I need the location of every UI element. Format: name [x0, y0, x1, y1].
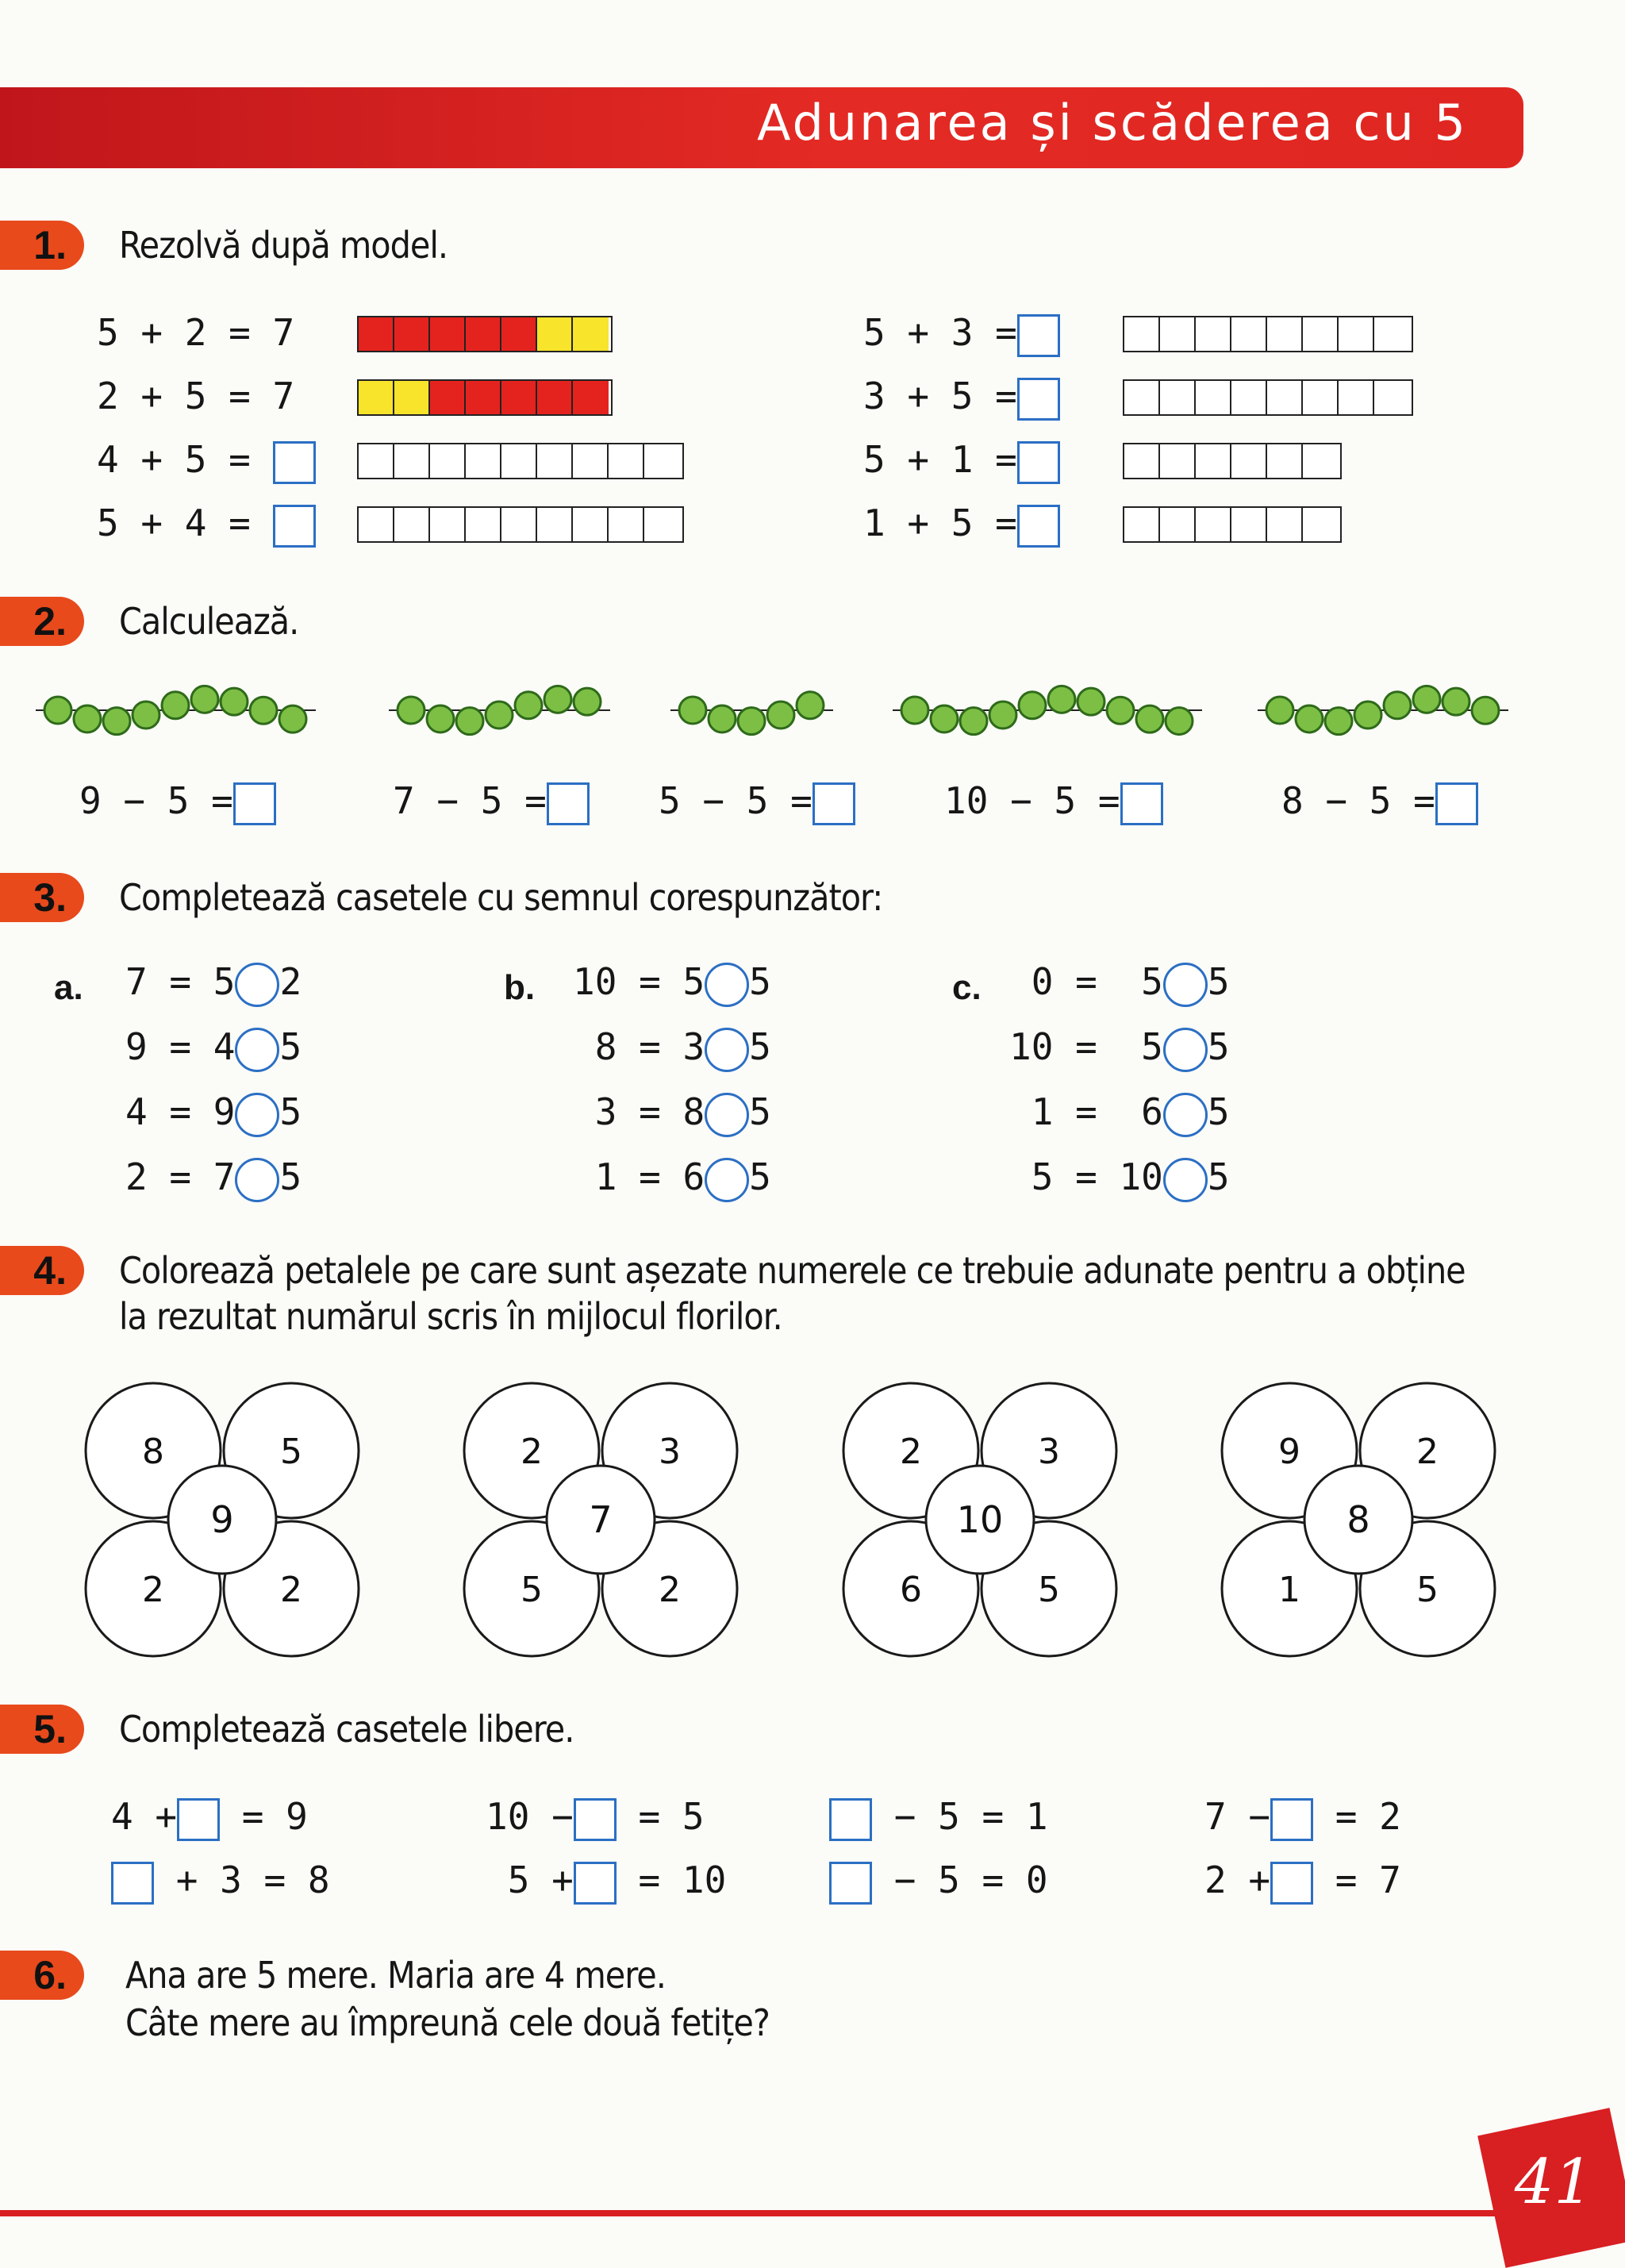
exercise-5-instruction: Completează casetele libere. [119, 1708, 574, 1751]
petal-number: 2 [142, 1570, 164, 1610]
answer-box[interactable] [1017, 505, 1060, 548]
bead [1443, 688, 1469, 715]
bead [1078, 688, 1104, 715]
exercise-1-instruction: Rezolvă după model. [119, 224, 448, 267]
sign-circle[interactable] [235, 1093, 279, 1137]
petal-number: 2 [521, 1432, 543, 1472]
answer-box[interactable] [273, 505, 316, 548]
answer-box[interactable] [177, 1798, 220, 1841]
answer-box[interactable] [1017, 314, 1060, 357]
ex1-row-6: 3 + 5 = [863, 375, 1060, 421]
ex5-col-2: 10 − = 5 5 + = 10 [486, 1795, 726, 1922]
bead [931, 705, 958, 732]
ex2-item-3: 5 − 5 = [659, 779, 855, 825]
sign-circle[interactable] [235, 1158, 279, 1202]
ex1-strip-8[interactable] [1123, 506, 1342, 543]
sign-circle[interactable] [705, 963, 749, 1007]
center-number: 7 [589, 1498, 613, 1541]
bead [679, 697, 706, 724]
ex1-row-4: 5 + 4 = [97, 502, 316, 548]
bead [427, 705, 454, 732]
sign-circle[interactable] [235, 1028, 279, 1072]
petal-number: 1 [1278, 1570, 1300, 1610]
ex5-col-1: 4 + = 9 + 3 = 8 [111, 1795, 330, 1922]
ex1-row-7: 5 + 1 = [863, 438, 1060, 484]
label-c: c. [952, 968, 982, 1007]
answer-box[interactable] [233, 782, 276, 825]
bead [989, 702, 1016, 728]
title-banner [0, 87, 1523, 168]
bead [767, 702, 794, 728]
ex5-col-3: − 5 = 1 − 5 = 0 [829, 1795, 1048, 1922]
bead [515, 692, 542, 719]
exercise-1-number: 1. [0, 221, 84, 270]
answer-box[interactable] [1435, 782, 1478, 825]
bead [901, 697, 928, 724]
bead [221, 688, 248, 715]
label-b: b. [504, 968, 536, 1007]
exercise-4-instruction-line-2: la rezultat numărul scris în mijlocul florilor. [119, 1295, 782, 1338]
answer-box[interactable] [1270, 1798, 1313, 1841]
sign-circle[interactable] [705, 1158, 749, 1202]
sign-circle[interactable] [1163, 1158, 1208, 1202]
ex1-strip-4[interactable] [357, 506, 684, 543]
bead [738, 708, 765, 735]
bead [74, 705, 101, 732]
ex1-row-1: 5 + 2 = 7 [97, 311, 295, 354]
ex1-row-8: 1 + 5 = [863, 502, 1060, 548]
answer-box[interactable] [547, 782, 590, 825]
ex1-strip-7[interactable] [1123, 443, 1342, 479]
petal-number: 5 [280, 1432, 302, 1472]
ex1-strip-5[interactable] [1123, 316, 1413, 352]
bead [398, 697, 424, 724]
answer-box[interactable] [1017, 378, 1060, 421]
answer-box[interactable] [812, 782, 855, 825]
petal-number: 6 [900, 1570, 922, 1610]
ex3-col-c: 0 = 5 5 10 = 5 5 1 = 6 5 5 = 10 5 [1009, 960, 1230, 1220]
bead [1136, 705, 1163, 732]
label-a: a. [54, 968, 83, 1007]
bead [486, 702, 513, 728]
page-title: Adunarea și scăderea cu 5 [757, 94, 1468, 152]
exercise-3-number: 3. [0, 873, 84, 922]
bead [797, 692, 824, 719]
ex2-item-4: 10 − 5 = [944, 779, 1163, 825]
bead [574, 688, 601, 715]
answer-box[interactable] [574, 1862, 617, 1905]
center-number: 9 [210, 1498, 234, 1541]
exercise-4-instruction-line-1: Colorează petalele pe care sunt așezate numerele ce trebuie adunate pentru a obține [119, 1249, 1466, 1292]
ex1-strip-2 [357, 379, 613, 416]
answer-box[interactable] [111, 1862, 154, 1905]
bead [1019, 692, 1046, 719]
bead-strings [32, 667, 1539, 754]
exercise-2-number: 2. [0, 597, 84, 646]
bead [279, 705, 306, 732]
bead [103, 708, 130, 735]
ex5-col-4: 7 − = 2 2 + = 7 [1204, 1795, 1401, 1922]
bead [191, 686, 218, 713]
exercise-6-number: 6. [0, 1951, 84, 2000]
answer-box[interactable] [1120, 782, 1163, 825]
center-number: 10 [956, 1498, 1004, 1541]
ex2-item-2: 7 − 5 = [393, 779, 590, 825]
ex1-row-5: 5 + 3 = [863, 311, 1060, 357]
bead [44, 697, 71, 724]
bead [544, 686, 571, 713]
ex1-strip-3[interactable] [357, 443, 684, 479]
exercise-2-instruction: Calculează. [119, 600, 299, 643]
answer-box[interactable] [574, 1798, 617, 1841]
bead [1266, 697, 1293, 724]
flowers [0, 1365, 1625, 1682]
bead [1384, 692, 1411, 719]
sign-circle[interactable] [705, 1028, 749, 1072]
petal-number: 2 [659, 1570, 681, 1610]
bead [1048, 686, 1075, 713]
ex3-col-b: 10 = 5 5 8 = 3 5 3 = 8 5 1 = 6 5 [573, 960, 771, 1220]
sign-circle[interactable] [1163, 1093, 1208, 1137]
exercise-3-instruction: Completează casetele cu semnul corespunzător: [119, 876, 883, 919]
petal-number: 2 [280, 1570, 302, 1610]
bead [1354, 702, 1381, 728]
bead [250, 697, 277, 724]
petal-number: 2 [1416, 1432, 1439, 1472]
bead [1166, 708, 1193, 735]
exercise-6-line-2: Câte mere au împreună cele două fetițe? [125, 2001, 770, 2044]
footer-line [0, 2210, 1508, 2216]
petal-number: 2 [900, 1432, 922, 1472]
answer-box[interactable] [1270, 1862, 1313, 1905]
bead [1296, 705, 1323, 732]
center-number: 8 [1346, 1498, 1370, 1541]
petal-number: 5 [521, 1570, 543, 1610]
ex2-item-1: 9 − 5 = [79, 779, 276, 825]
bead [709, 705, 736, 732]
exercise-6-line-1: Ana are 5 mere. Maria are 4 mere. [125, 1954, 666, 1997]
ex1-row-2: 2 + 5 = 7 [97, 375, 295, 417]
answer-box[interactable] [1017, 441, 1060, 484]
ex3-col-a: 7 = 5 2 9 = 4 5 4 = 9 5 2 = 7 5 [125, 960, 302, 1220]
bead [1107, 697, 1134, 724]
bead [456, 708, 483, 735]
exercise-4-number: 4. [0, 1246, 84, 1295]
exercise-5-number: 5. [0, 1705, 84, 1754]
sign-circle[interactable] [235, 963, 279, 1007]
bead [1325, 708, 1352, 735]
sign-circle[interactable] [1163, 1028, 1208, 1072]
ex1-strip-1 [357, 316, 613, 352]
bead [162, 692, 189, 719]
answer-box[interactable] [829, 1798, 872, 1841]
answer-box[interactable] [273, 441, 316, 484]
petal-number: 5 [1416, 1570, 1439, 1610]
bead [1472, 697, 1499, 724]
ex1-row-3: 4 + 5 = [97, 438, 316, 484]
petal-number: 3 [659, 1432, 681, 1472]
petal-number: 3 [1038, 1432, 1060, 1472]
bead [1413, 686, 1440, 713]
page-number: 41 [1514, 2147, 1593, 2218]
bead [960, 708, 987, 735]
answer-box[interactable] [829, 1862, 872, 1905]
ex1-strip-6[interactable] [1123, 379, 1413, 416]
bead [133, 702, 159, 728]
ex2-item-5: 8 − 5 = [1281, 779, 1478, 825]
petal-number: 9 [1278, 1432, 1300, 1472]
sign-circle[interactable] [705, 1093, 749, 1137]
sign-circle[interactable] [1163, 963, 1208, 1007]
petal-number: 5 [1038, 1570, 1060, 1610]
petal-number: 8 [142, 1432, 164, 1472]
